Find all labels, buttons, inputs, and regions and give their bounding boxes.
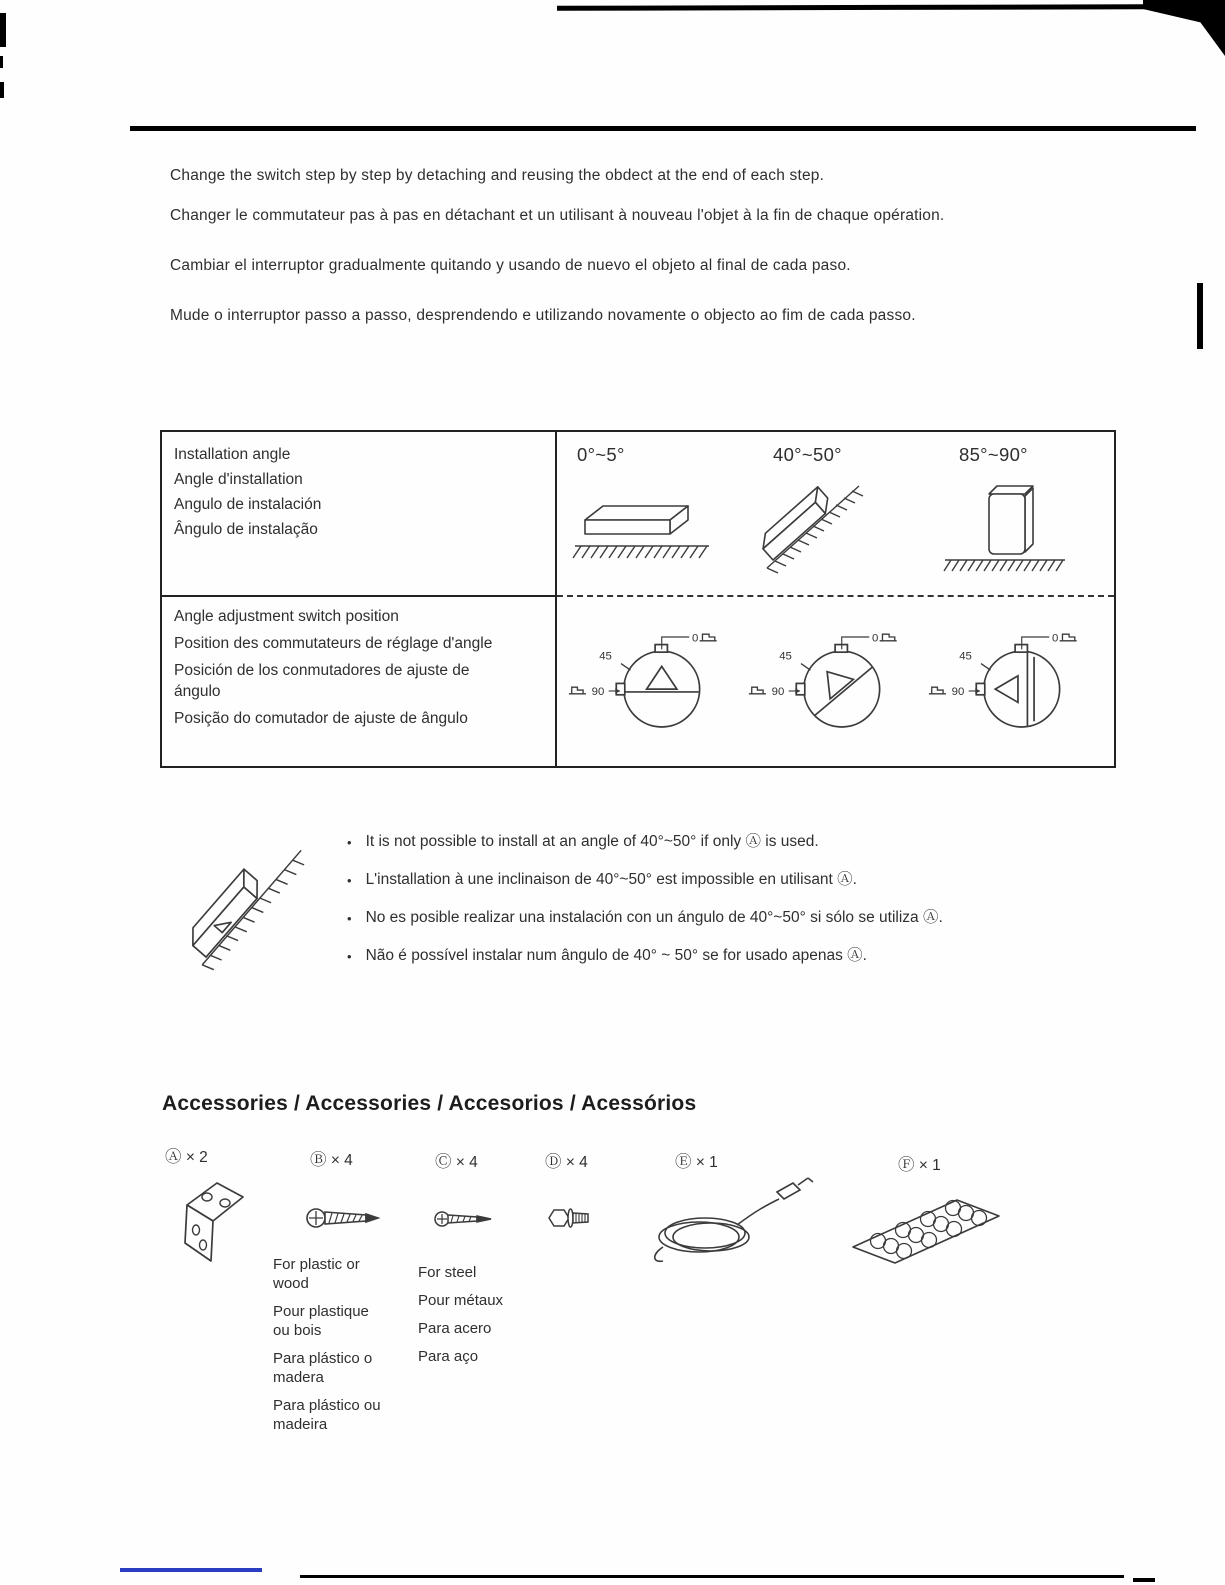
accessories-section	[165, 1143, 1185, 1473]
accessory-label-c	[435, 1148, 478, 1172]
accessory-item-d	[545, 1148, 588, 1172]
note-text-spanish: No es posible realizar una instalación con un ángulo de 40°~50° si sólo se utiliza Ⓐ.	[365, 909, 943, 926]
accessory-label-a	[165, 1143, 208, 1167]
scan-artifact-bottom-blue-line	[120, 1568, 262, 1572]
dial-mark-90: 90	[591, 685, 605, 698]
hex-bolt-illustration	[545, 1203, 593, 1233]
angle-column-85-90	[927, 444, 1107, 595]
dial-mark-45: 45	[599, 650, 612, 663]
label-switch-position-en: Angle adjustment switch position	[174, 608, 399, 625]
installation-angle-figures-cell	[557, 432, 1114, 597]
scan-artifact-bottom-right-mark	[1133, 1578, 1155, 1582]
scan-artifact-right-bar	[1197, 283, 1203, 349]
intro-line-portuguese: Mude o interruptor passo a passo, desprendendo e utilizando novamente o objecto ao fim de cada passo.	[170, 307, 916, 324]
label-installation-angle-fr: Angle d'installation	[174, 471, 303, 488]
note-item-portuguese	[347, 946, 1127, 967]
bullet-icon: •	[347, 949, 352, 964]
accessory-qty-b: × 4	[330, 1152, 353, 1169]
accessory-item-a	[165, 1143, 208, 1167]
note-item-french	[347, 870, 1127, 891]
accessory-c-caption	[418, 1263, 540, 1375]
tilted-speaker-note-illustration	[175, 810, 343, 984]
accessory-qty-e: × 1	[695, 1154, 718, 1171]
scan-artifact-left-tick-1	[0, 13, 6, 47]
switch-position-label-cell	[162, 597, 555, 766]
dial-marker-upright	[995, 652, 1034, 726]
accessory-qty-c: × 4	[455, 1154, 478, 1171]
angle-range-40-50: 40°~50°	[773, 444, 842, 465]
accessory-letter-c: Ⓒ	[435, 1153, 452, 1171]
note-text-french: L'installation à une inclinaison de 40°~50° est impossible en utilisant Ⓐ.	[365, 871, 857, 888]
table-figure-column	[557, 432, 1114, 766]
accessory-label-e	[675, 1148, 718, 1172]
angle-range-85-90: 85°~90°	[959, 444, 1028, 465]
accessory-label-b	[310, 1146, 353, 1170]
label-installation-angle-pt: Ângulo de instalação	[174, 521, 318, 538]
caption-b-pt: Para plástico ou madeira	[273, 1397, 381, 1433]
intro-paragraphs	[170, 166, 1130, 326]
accessory-b-caption	[273, 1255, 385, 1443]
label-switch-position-fr: Position des commutateurs de réglage d'angle	[174, 635, 493, 652]
dial-mark-0: 0	[1052, 632, 1059, 645]
note-text-portuguese: Não é possível instalar num ângulo de 40° ~ 50° se for usado apenas Ⓐ.	[365, 947, 867, 964]
caption-c-en: For steel	[418, 1264, 477, 1281]
accessory-letter-a: Ⓐ	[165, 1148, 182, 1166]
switch-dial-figures-cell	[557, 597, 1114, 766]
cable-illustration	[627, 1175, 822, 1275]
accessory-qty-d: × 4	[565, 1154, 588, 1171]
angle-switch-dial-85-90	[927, 618, 1107, 746]
note-list	[347, 832, 1127, 984]
top-rule	[130, 126, 1196, 131]
accessory-item-b	[310, 1146, 353, 1170]
scan-artifact-top-right-wedge	[1143, 0, 1225, 56]
angle-switch-dial-0-5	[567, 618, 747, 746]
wood-screw-illustration	[304, 1201, 388, 1235]
accessory-item-e	[675, 1148, 718, 1172]
speaker-flat-illustration	[567, 472, 717, 572]
angle-column-40-50	[747, 444, 927, 595]
dial-marker-tilted	[799, 647, 872, 714]
caption-c-fr: Pour métaux	[418, 1292, 504, 1309]
intro-line-english: Change the switch step by step by detaching and reusing the obdect at the end of each step.	[170, 167, 825, 184]
label-installation-angle-es: Angulo de instalación	[174, 496, 322, 513]
install-notes-section	[175, 810, 1175, 984]
accessory-item-f	[898, 1151, 941, 1175]
table-label-column	[162, 432, 557, 766]
dial-mark-0: 0	[692, 632, 699, 645]
accessory-letter-d: Ⓓ	[545, 1153, 562, 1171]
label-switch-position-pt: Posição do comutador de ajuste de ângulo	[174, 710, 468, 727]
accessory-letter-f: Ⓕ	[898, 1156, 915, 1174]
label-installation-angle-en: Installation angle	[174, 446, 291, 463]
bullet-icon: •	[347, 911, 352, 926]
accessory-qty-a: × 2	[185, 1149, 208, 1166]
caption-b-fr: Pour plastique ou bois	[273, 1303, 369, 1339]
dial-mark-45: 45	[779, 650, 792, 663]
note-item-english	[347, 832, 1127, 853]
steel-screw-illustration	[433, 1205, 499, 1233]
scan-artifact-top-line	[557, 4, 1145, 11]
scan-artifact-bottom-black-line	[300, 1575, 1124, 1578]
caption-b-es: Para plástico o madera	[273, 1350, 373, 1386]
speaker-upright-illustration	[927, 472, 1077, 582]
accessory-label-f	[898, 1151, 941, 1175]
label-switch-position-es: Posición de los conmutadores de ajuste de ángulo	[174, 662, 470, 700]
caption-c-es: Para acero	[418, 1320, 492, 1337]
dial-mark-45: 45	[959, 650, 972, 663]
dial-mark-90: 90	[771, 685, 785, 698]
note-text-english: It is not possible to install at an angle of 40°~50° if only Ⓐ is used.	[365, 833, 819, 850]
speaker-tilted-illustration	[747, 472, 897, 582]
dial-mark-90: 90	[951, 685, 965, 698]
scan-artifact-left-tick-3	[0, 82, 4, 98]
accessory-qty-f: × 1	[918, 1157, 941, 1174]
dial-mark-0: 0	[872, 632, 879, 645]
scan-artifact-left-tick-2	[0, 56, 3, 68]
accessory-label-d	[545, 1148, 588, 1172]
bullet-icon: •	[347, 835, 352, 850]
caption-b-en: For plastic or wood	[273, 1256, 360, 1292]
dial-marker-flat	[625, 666, 699, 692]
caption-c-pt: Para aço	[418, 1348, 479, 1365]
angle-column-0-5	[567, 444, 747, 595]
accessory-letter-b: Ⓑ	[310, 1151, 327, 1169]
intro-line-french: Changer le commutateur pas à pas en détachant et un utilisant à nouveau l'objet à la fin de chaque opération.	[170, 207, 945, 224]
pad-sheet-illustration	[845, 1183, 1025, 1278]
accessories-heading: Accessories / Accessories / Accesorios / Acessórios	[162, 1092, 697, 1115]
installation-angle-table	[160, 430, 1116, 768]
accessory-letter-e: Ⓔ	[675, 1153, 692, 1171]
installation-angle-label-cell	[162, 432, 555, 597]
note-item-spanish	[347, 908, 1127, 929]
accessory-item-c	[435, 1148, 478, 1172]
angle-range-0-5: 0°~5°	[577, 444, 625, 465]
intro-line-spanish: Cambiar el interruptor gradualmente quitando y usando de nuevo el objeto al final de cada paso.	[170, 257, 851, 274]
bullet-icon: •	[347, 873, 352, 888]
angle-switch-dial-40-50	[747, 618, 927, 746]
bracket-illustration	[173, 1175, 253, 1275]
